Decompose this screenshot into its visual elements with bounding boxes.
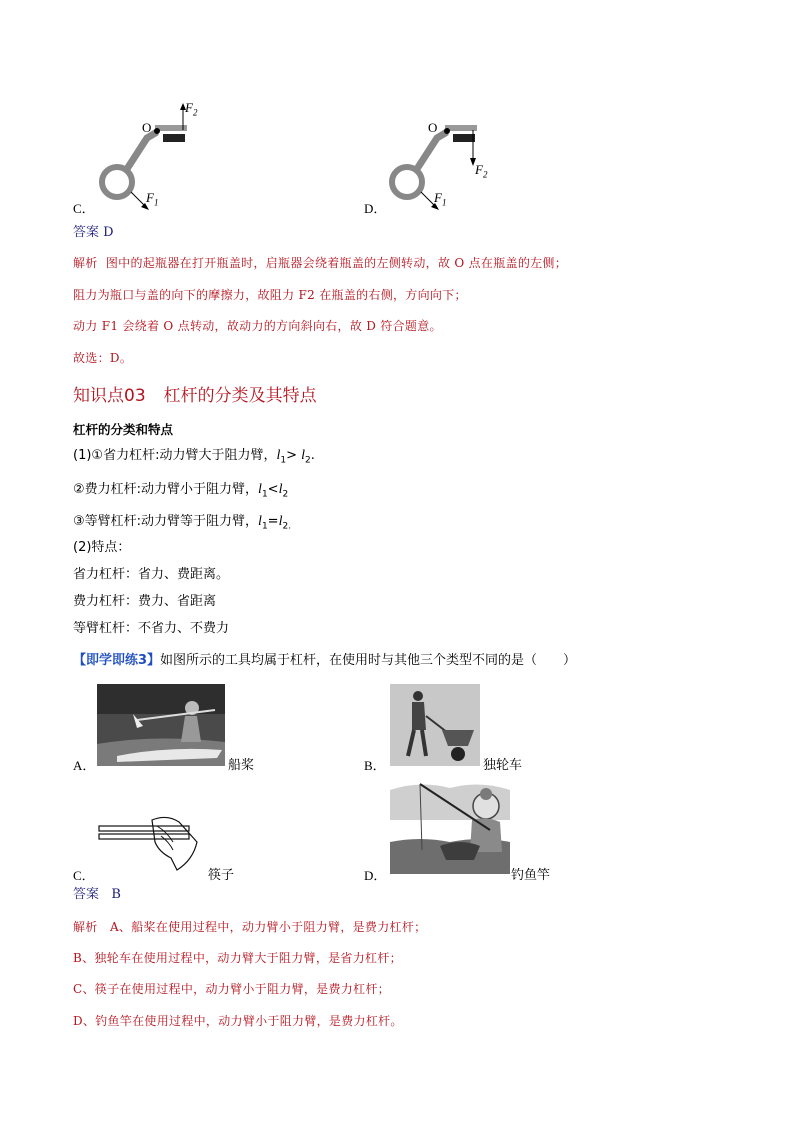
force-label-f1-c	[146, 190, 158, 208]
rule-line-3	[73, 510, 291, 532]
rule-2-sub2: 2	[282, 489, 289, 500]
option-a-image	[97, 684, 225, 766]
explanation-2-line-2: B、独轮车在使用过程中，动力臂大于阻力臂，是省力杠杆；	[73, 951, 402, 965]
practice-question-text: 如图所示的工具均属于杠杆，在使用时与其他三个类型不同的是（ ）	[160, 653, 577, 668]
option-c-caption: 筷子	[208, 868, 235, 883]
bottle-opener-d-diagram	[385, 100, 515, 210]
rule-3-l2: l	[278, 514, 283, 529]
chopsticks-image	[97, 812, 207, 874]
force-label-f2-c	[185, 100, 197, 118]
explanation-1-line-4: 故选：D。	[73, 351, 133, 365]
practice-question	[73, 649, 576, 668]
explanation-1-line-3: 动力 F1 会绕着 O 点转动，故动力的方向斜向右，故 D 符合题意。	[73, 319, 442, 333]
bottle-opener-c-diagram	[95, 100, 225, 210]
option-d-bottom-image	[390, 780, 510, 874]
feature-3: 等臂杠杆：不省力、不费力	[73, 621, 230, 636]
rule-3-op: =	[267, 514, 279, 529]
force-label-f1-d	[434, 190, 446, 208]
explanation-2-text-1: A、船桨在使用过程中，动力臂小于阻力臂，是费力杠杆；	[109, 920, 427, 934]
option-a-letter: A．	[73, 758, 96, 773]
rule-1-end: .	[310, 448, 315, 463]
feature-2: 费力杠杆：费力、省距离	[73, 594, 217, 609]
option-b-image	[390, 684, 480, 766]
explanation-1-line-1	[73, 254, 567, 271]
option-d-caption: 钓鱼竿	[511, 868, 551, 883]
feature-1: 省力杠杆：省力、费距离。	[73, 567, 230, 582]
f2-c-text: F	[185, 100, 193, 115]
answer-2-label: 答案	[73, 887, 100, 902]
rule-1-op: >	[286, 448, 302, 463]
f1-d-text: F	[434, 190, 442, 205]
rule-2-l: l	[258, 482, 262, 497]
section-title-text: 杠杆的分类及其特点	[163, 386, 317, 406]
explanation-1-text-1: 图中的起瓶器在打开瓶盖时，启瓶器会绕着瓶盖的左侧转动，故 O 点在瓶盖的左侧；	[105, 256, 568, 270]
f2-c-sub: 2	[192, 107, 198, 118]
rule-line-2	[73, 478, 288, 500]
explanation-2-label: 解析	[73, 920, 98, 934]
features-heading: (2)特点：	[73, 540, 131, 555]
section-title	[73, 381, 317, 406]
rule-line-1	[73, 444, 315, 466]
f1-c-text: F	[146, 190, 154, 205]
explanation-2-line-3: C、筷子在使用过程中，动力臂小于阻力臂，是费力杠杆；	[73, 982, 390, 996]
option-d-figure	[385, 100, 515, 210]
rule-3-l: l	[258, 514, 262, 529]
rule-1-sub2: 2	[305, 455, 311, 466]
explanation-1-label: 解析	[73, 256, 98, 270]
f2-d-sub: 2	[482, 169, 488, 180]
pivot-label-c: O	[142, 120, 152, 135]
answer-1-value: D	[103, 225, 114, 240]
option-d-bottom-letter: D．	[364, 868, 387, 883]
option-d-top-letter: D．	[364, 201, 387, 216]
f1-d-sub: 1	[441, 197, 447, 208]
fishing-rod-image	[390, 780, 510, 874]
rule-3-sub2: 2.	[282, 521, 292, 532]
kayak-paddle-image	[97, 684, 225, 766]
rule-2-l2: l	[278, 482, 283, 497]
f1-c-sub: 1	[153, 197, 159, 208]
rule-2-op: <	[267, 482, 279, 497]
answer-1-label: 答案	[73, 225, 100, 240]
rule-2-sub1: 1	[261, 489, 268, 500]
f2-d-text: F	[475, 162, 483, 177]
option-c-figure	[95, 100, 225, 210]
option-b-letter: B．	[364, 758, 386, 773]
explanation-1-line-2: 阻力为瓶口与盖的向下的摩擦力，故阻力 F2 在瓶盖的右侧，方向向下；	[73, 288, 467, 302]
option-c-bottom-letter: C．	[73, 868, 95, 883]
rule-3-text: ③等臂杠杆:动力臂等于阻力臂，	[73, 514, 259, 529]
rule-2-text: ②费力杠杆:动力臂小于阻力臂，	[73, 482, 259, 497]
option-c-bottom-image	[97, 812, 207, 874]
option-a-caption: 船桨	[228, 758, 255, 773]
option-b-caption: 独轮车	[483, 758, 523, 773]
answer-1	[73, 221, 114, 240]
pivot-label-d: O	[428, 120, 438, 135]
rule-3-sub1: 1	[261, 521, 268, 532]
practice-tag: 【即学即练3】	[73, 653, 161, 668]
rule-1-text: (1)①省力杠杆:动力臂大于阻力臂，	[73, 448, 277, 463]
option-c-top-letter: C．	[73, 201, 95, 216]
answer-2	[73, 883, 121, 902]
classification-heading: 杠杆的分类和特点	[73, 422, 174, 437]
force-label-f2-d	[475, 162, 487, 180]
rule-1-sub1: 1	[280, 455, 287, 466]
answer-2-value: B	[111, 887, 121, 902]
explanation-2-line-1	[73, 918, 426, 935]
explanation-2-line-4: D、钓鱼竿在使用过程中，动力臂小于阻力臂，是费力杠杆。	[73, 1014, 403, 1028]
rule-1-l2: l	[301, 448, 305, 463]
section-number: 知识点03	[73, 386, 146, 406]
wheelbarrow-image	[390, 684, 480, 766]
rule-1-l: l	[276, 448, 281, 463]
